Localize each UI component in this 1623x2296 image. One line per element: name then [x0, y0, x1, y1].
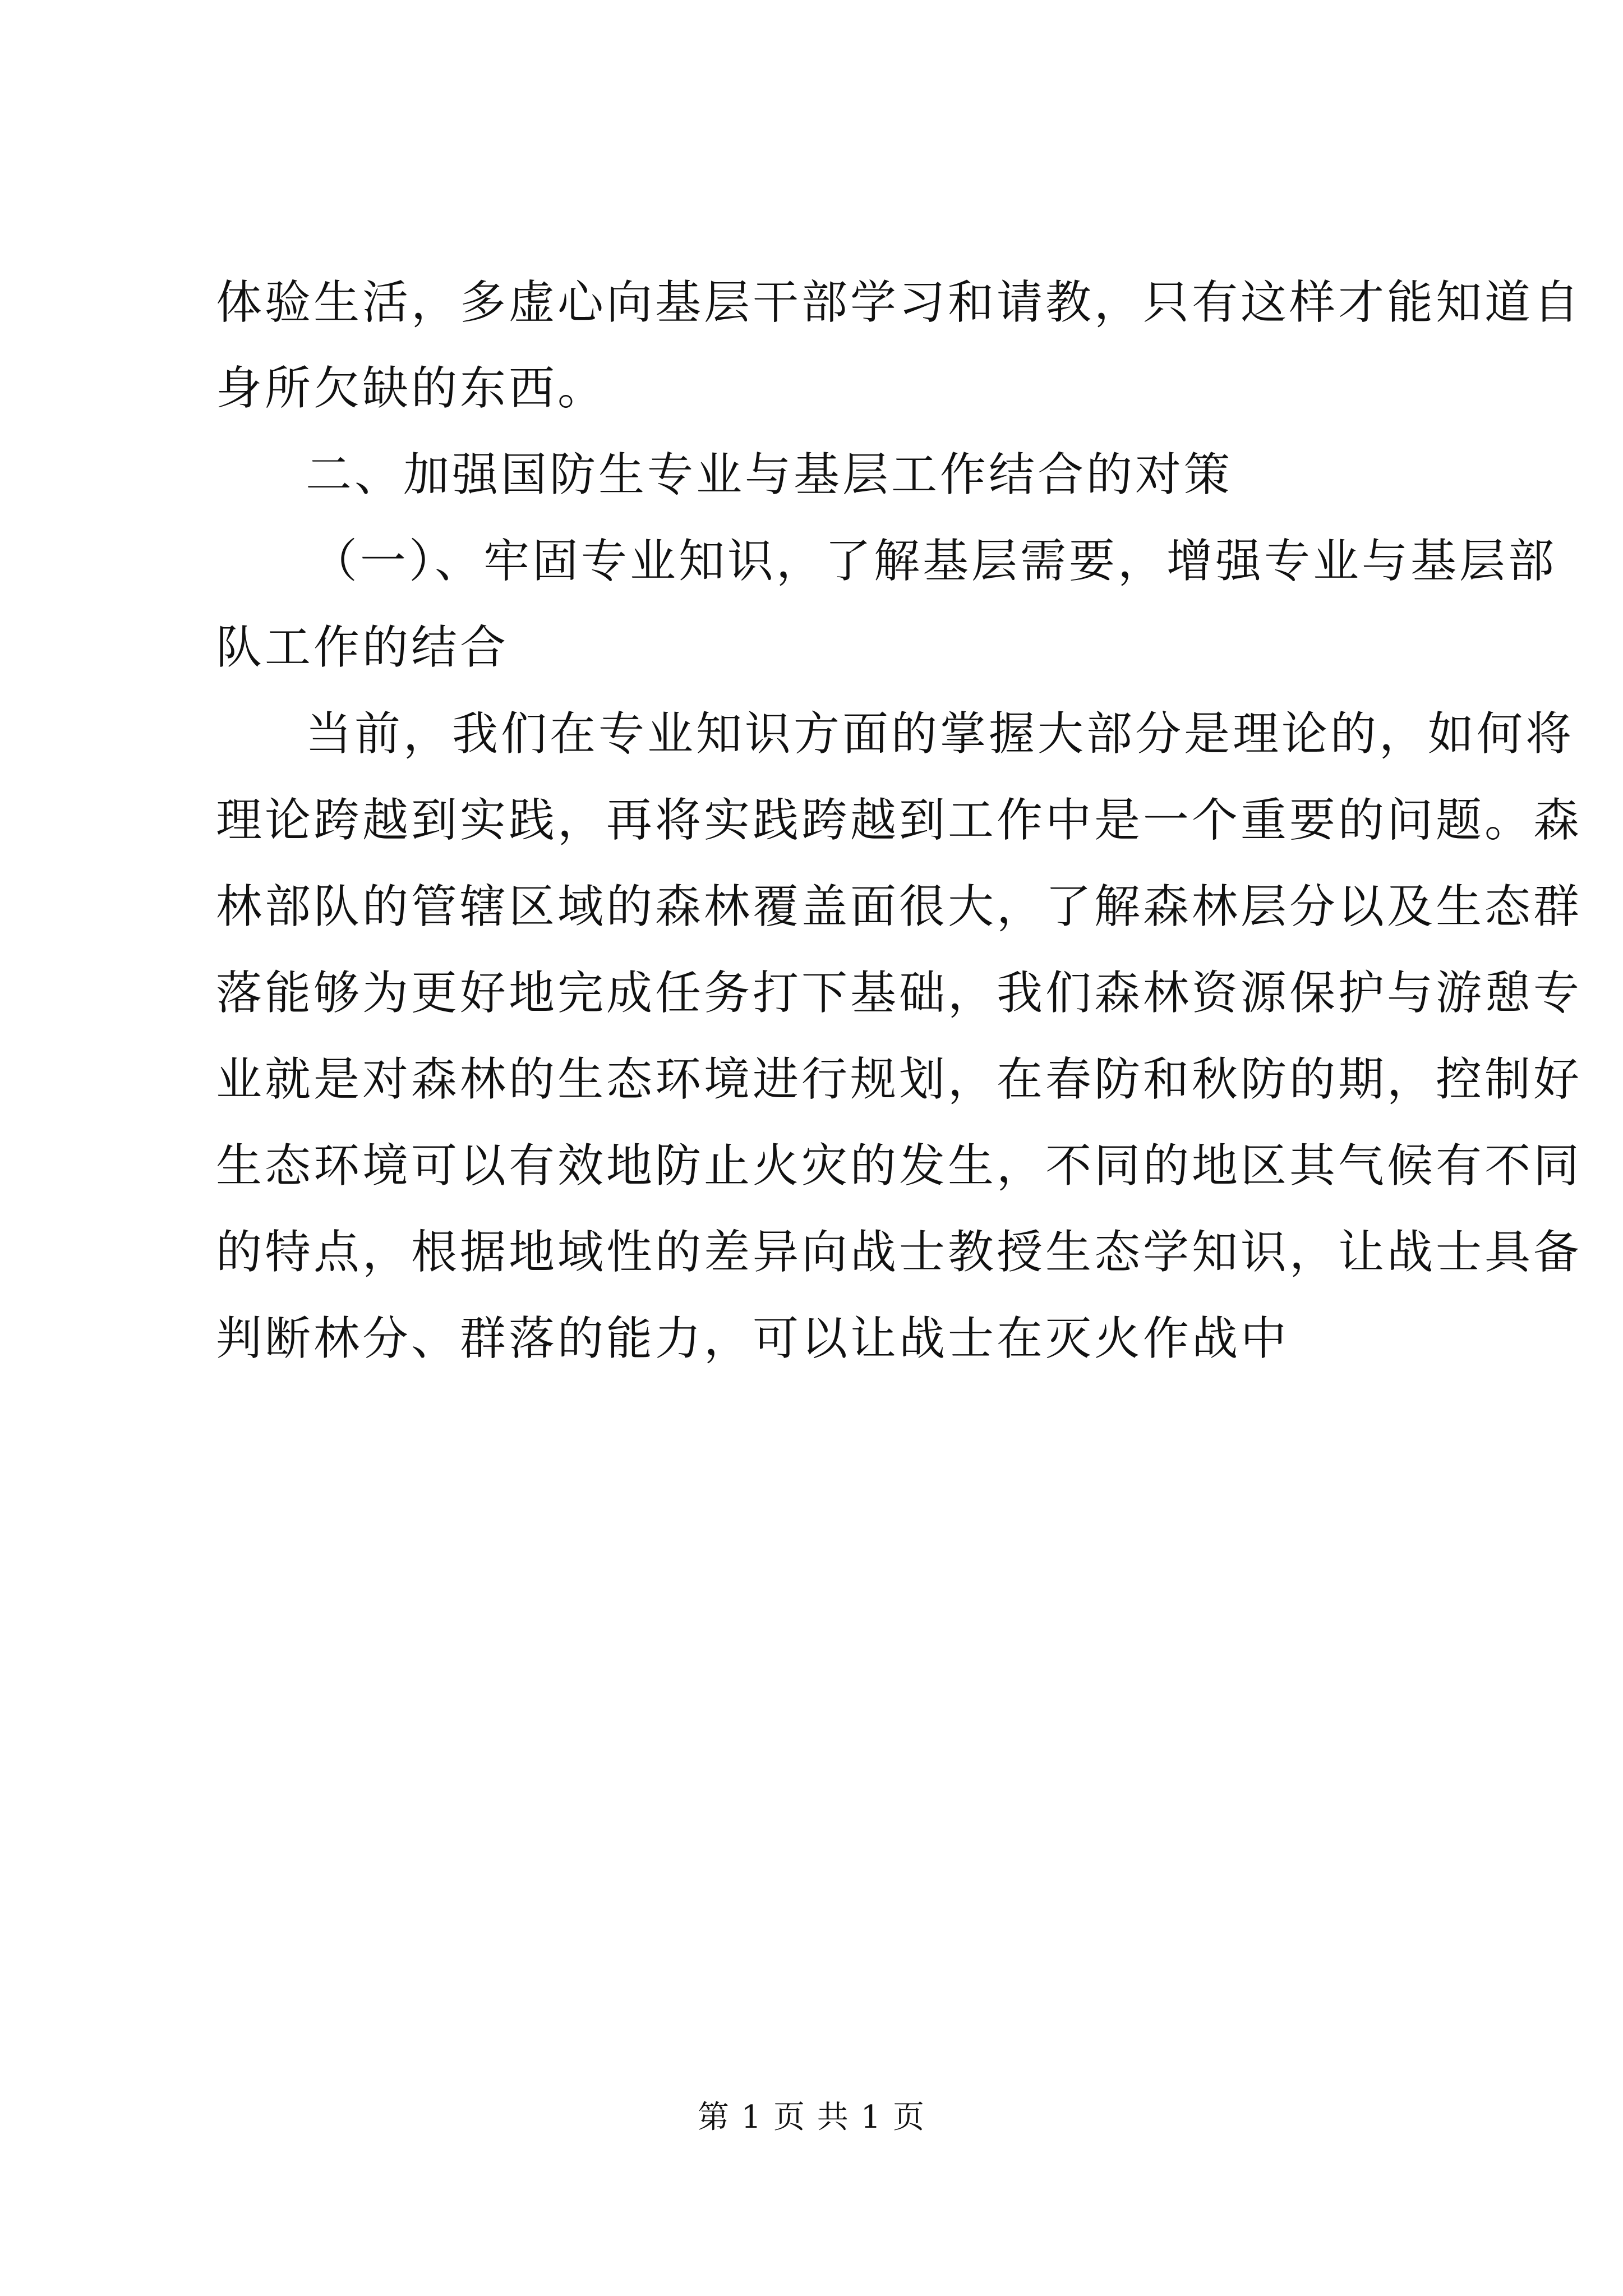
body-line-6: 落能够为更好地完成任务打下基础，我们森林资源保护与游憩专 — [216, 967, 1583, 1020]
body-line-10: 判断林分、群落的能力，可以让战士在灭火作战中 — [216, 1312, 1290, 1365]
body-line-2: 身所欠缺的东西。 — [216, 362, 607, 415]
body-line-9: 的特点，根据地域性的差异向战士教授生态学知识，让战士具备 — [216, 1226, 1583, 1279]
body-line-7: 业就是对森林的生态环境进行规划，在春防和秋防的期，控制好 — [216, 1053, 1583, 1106]
section-heading: 二、加强国防生专业与基层工作结合的对策 — [306, 448, 1233, 501]
body-line-8: 生态环境可以有效地防止火灾的发生，不同的地区其气候有不同 — [216, 1139, 1583, 1193]
body-line-4: 理论跨越到实践，再将实践跨越到工作中是一个重要的问题。森 — [216, 794, 1583, 847]
subsection-heading-line-1: （一）、牢固专业知识，了解基层需要，增强专业与基层部 — [311, 535, 1557, 588]
body-line-1: 体验生活，多虚心向基层干部学习和请教，只有这样才能知道自 — [216, 276, 1583, 329]
body-line-5: 林部队的管辖区域的森林覆盖面很大，了解森林层分以及生态群 — [216, 880, 1583, 933]
subsection-heading-line-2: 队工作的结合 — [216, 621, 509, 674]
body-line-3: 当前，我们在专业知识方面的掌握大部分是理论的，如何将 — [306, 707, 1575, 761]
page-footer: 第 1 页 共 1 页 — [697, 2099, 926, 2136]
